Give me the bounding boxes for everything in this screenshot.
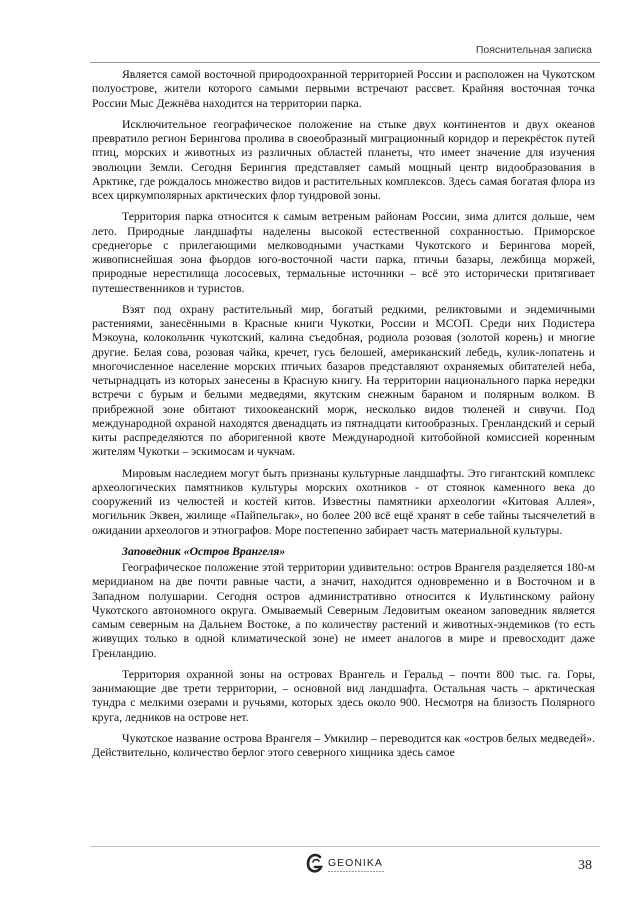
paragraph: Территория охранной зоны на островах Врангель и Геральд – почти 800 тыс. га. Горы, занимающие две трети территории, – основной вид ландшафта. Остальная часть – арктическая тундра с мелкими озерами и ручьями, которых здесь около 900. Несмотря на близость Полярного круга, ледников на острове нет.: [92, 667, 595, 724]
paragraph: Исключительное географическое положение на стыке двух континентов и двух океанов превратило регион Берингова пролива в своеобразный миграционный коридор и перекрёсток путей птиц, морских и животных из различных областей планеты, что имеет значение для изучения эволюции Земли. Сегодня Берингия представляет самый мощный центр видообразования в Арктике, где рождалось множество видов и растительных комплексов. Здесь самая богатая флора из всех циркумполярных арктических флор тундровой зоны.: [92, 117, 595, 202]
paragraph: Территория парка относится к самым ветреным районам России, зима длится дольше, чем лето. Природные ландшафты наделены высокой естественной сохранностью. Приморское среднегорье с прилегающими мелководными участками Чукотского и Берингова морей, живописнейшая зона фьордов юго-восточной части парка, птичьи базары, лежбища моржей, природные нерестилища лососевых, термальные источники – всё это исторически притягивает путешественников и туристов.: [92, 210, 595, 295]
logo-wordmark: GEONIKA: [328, 857, 383, 869]
paragraph: Взят под охрану растительный мир, богатый редкими, реликтовыми и эндемичными растениями, занесёнными в Красные книги Чукотки, России и МСОП. Среди них Подистера Мэкоуна, колокольчик чукотский, калина съедобная, родиола розовая (золотой корень) и многие другие. Белая сова, розовая чайка, кречет, гусь белошей, американский лебедь, кулик-лопатень и многочисленное население морских птичьих базаров представляют охраняемых обитателей неба, четырнадцать из которых занесены в Красную книгу. На территории национального парка нередки встречи с бурым и белыми медведями, якутским снежным бараном и полярным волком. В прибрежной зоне обитают тихоокеанский морж, несколько видов тюленей и сивучи. Под международной охраной находятся двенадцать из пятнадцати китообразных. Гренландский и серый киты распределяются по аборигенной квоте Международной китобойной комиссией коренным жителям Чукотки – эскимосам и чукчам.: [92, 302, 595, 459]
logo-tagline-mark: [328, 870, 384, 873]
section-heading: Заповедник «Остров Врангеля»: [122, 544, 286, 558]
footer-divider: [90, 846, 600, 847]
paragraph: Географическое положение этой территории удивительно: остров Врангеля разделяется 180-м меридианом на две почти равные части, а значит, находится одновременно и в Восточном и в Западном полушарии. Сегодня остров административно относится к Иультинскому району Чукотского автономного округа. Омываемый Северным Ледовитым океаном заповедник является самым северным на Дальнем Востоке, а по количеству растений и животных-эндемиков (то есть живущих только в одной климатической зоне) не имеет аналогов в мире и превосходит даже Гренландию.: [92, 561, 595, 660]
geonika-logo: [304, 852, 404, 878]
body-text: [92, 68, 595, 767]
running-header: Пояснительная записка: [475, 44, 592, 56]
page-number: 38: [578, 858, 592, 873]
header-divider: [90, 62, 600, 63]
paragraph: Чукотское название острова Врангеля – Умкилир – переводится как «остров белых медведей». Действительно, количество берлог этого северного хищника здесь самое: [92, 731, 595, 759]
paragraph: Мировым наследием могут быть признаны культурные ландшафты. Это гигантский комплекс археологических памятников культуры морских охотников - от стоянок каменного века до сооружений из челюстей и костей китов. Известны памятники археологии «Китовая Аллея», могильник Эквен, жилище «Пайпельгак», но более 200 всё ещё хранят в себе тайны тысячелетий в ожидании археологов и этнографов. Море постепенно забирает часть материальной культуры.: [92, 466, 595, 537]
paragraph: Является самой восточной природоохранной территорией России и расположен на Чукотском полуострове, жители которого самыми первыми встречают рассвет. Крайняя восточная точка России Мыс Дежнёва находится на территории парка.: [92, 68, 595, 110]
geonika-logo-icon: [304, 852, 326, 876]
